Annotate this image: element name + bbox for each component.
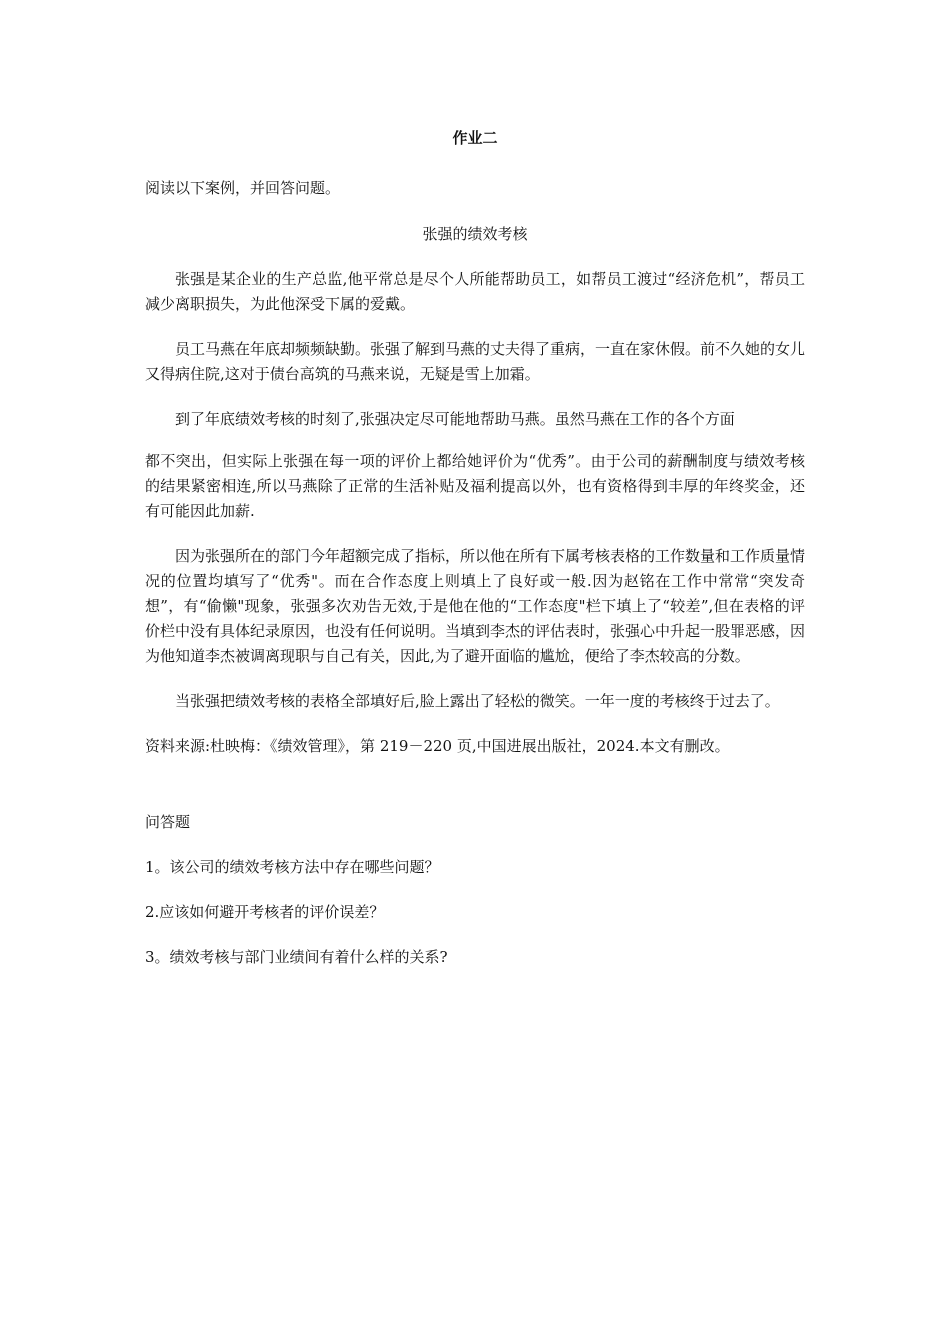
question-item: 1。该公司的绩效考核方法中存在哪些问题？: [145, 858, 440, 876]
document-body: [145, 126, 805, 990]
qa-heading: 问答题: [145, 813, 191, 831]
source-citation: 资料来源:杜映梅：《绩效管理》，第 219－220 页,中国进展出版社，2024.本文有删改。: [145, 737, 730, 755]
case-paragraph: 员工马燕在年底却频频缺勤。张强了解到马燕的丈夫得了重病，一直在家休假。前不久她的女儿又得病住院,这对于债台高筑的马燕来说，无疑是雪上加霜。: [145, 340, 806, 383]
case-paragraph: 当张强把绩效考核的表格全部填好后,脸上露出了轻松的微笑。一年一度的考核终于过去了。: [175, 692, 780, 710]
intro-text: 阅读以下案例，并回答问题。: [145, 179, 341, 197]
case-title: 张强的绩效考核: [422, 225, 528, 243]
document-title: 作业二: [452, 129, 498, 147]
case-paragraph-continued: 都不突出，但实际上张强在每一项的评价上都给她评价为“优秀”。由于公司的薪酬制度与绩效考核的结果紧密相连,所以马燕除了正常的生活补贴及福利提高以外，也有资格得到丰厚的年终奖金，还有可能因此加薪.: [145, 452, 805, 520]
case-paragraph: 因为张强所在的部门今年超额完成了指标，所以他在所有下属考核表格的工作数量和工作质量情况的位置均填写了“优秀"。而在合作态度上则填上了良好或一般.因为赵铭在工作中常常“突发奇想”，有“偷懒"现象，张强多次劝告无效,于是他在他的“工作态度"栏下填上了“较差”,但在表格的评价栏中没有具体纪录原因，也没有任何说明。当填到李杰的评估表时，张强心中升起一股罪恶感，因为他知道李杰被调离现职与自己有关，因此,为了避开面临的尴尬，便给了李杰较高的分数。: [145, 547, 806, 665]
question-item: 2.应该如何避开考核者的评价误差？: [145, 903, 385, 921]
question-item: 3。绩效考核与部门业绩间有着什么样的关系?: [145, 948, 448, 966]
case-paragraph: 张强是某企业的生产总监,他平常总是尽个人所能帮助员工，如帮员工渡过“经济危机”，帮员工减少离职损失，为此他深受下属的爱戴。: [145, 270, 805, 313]
case-paragraph: 到了年底绩效考核的时刻了,张强决定尽可能地帮助马燕。虽然马燕在工作的各个方面: [175, 410, 735, 428]
